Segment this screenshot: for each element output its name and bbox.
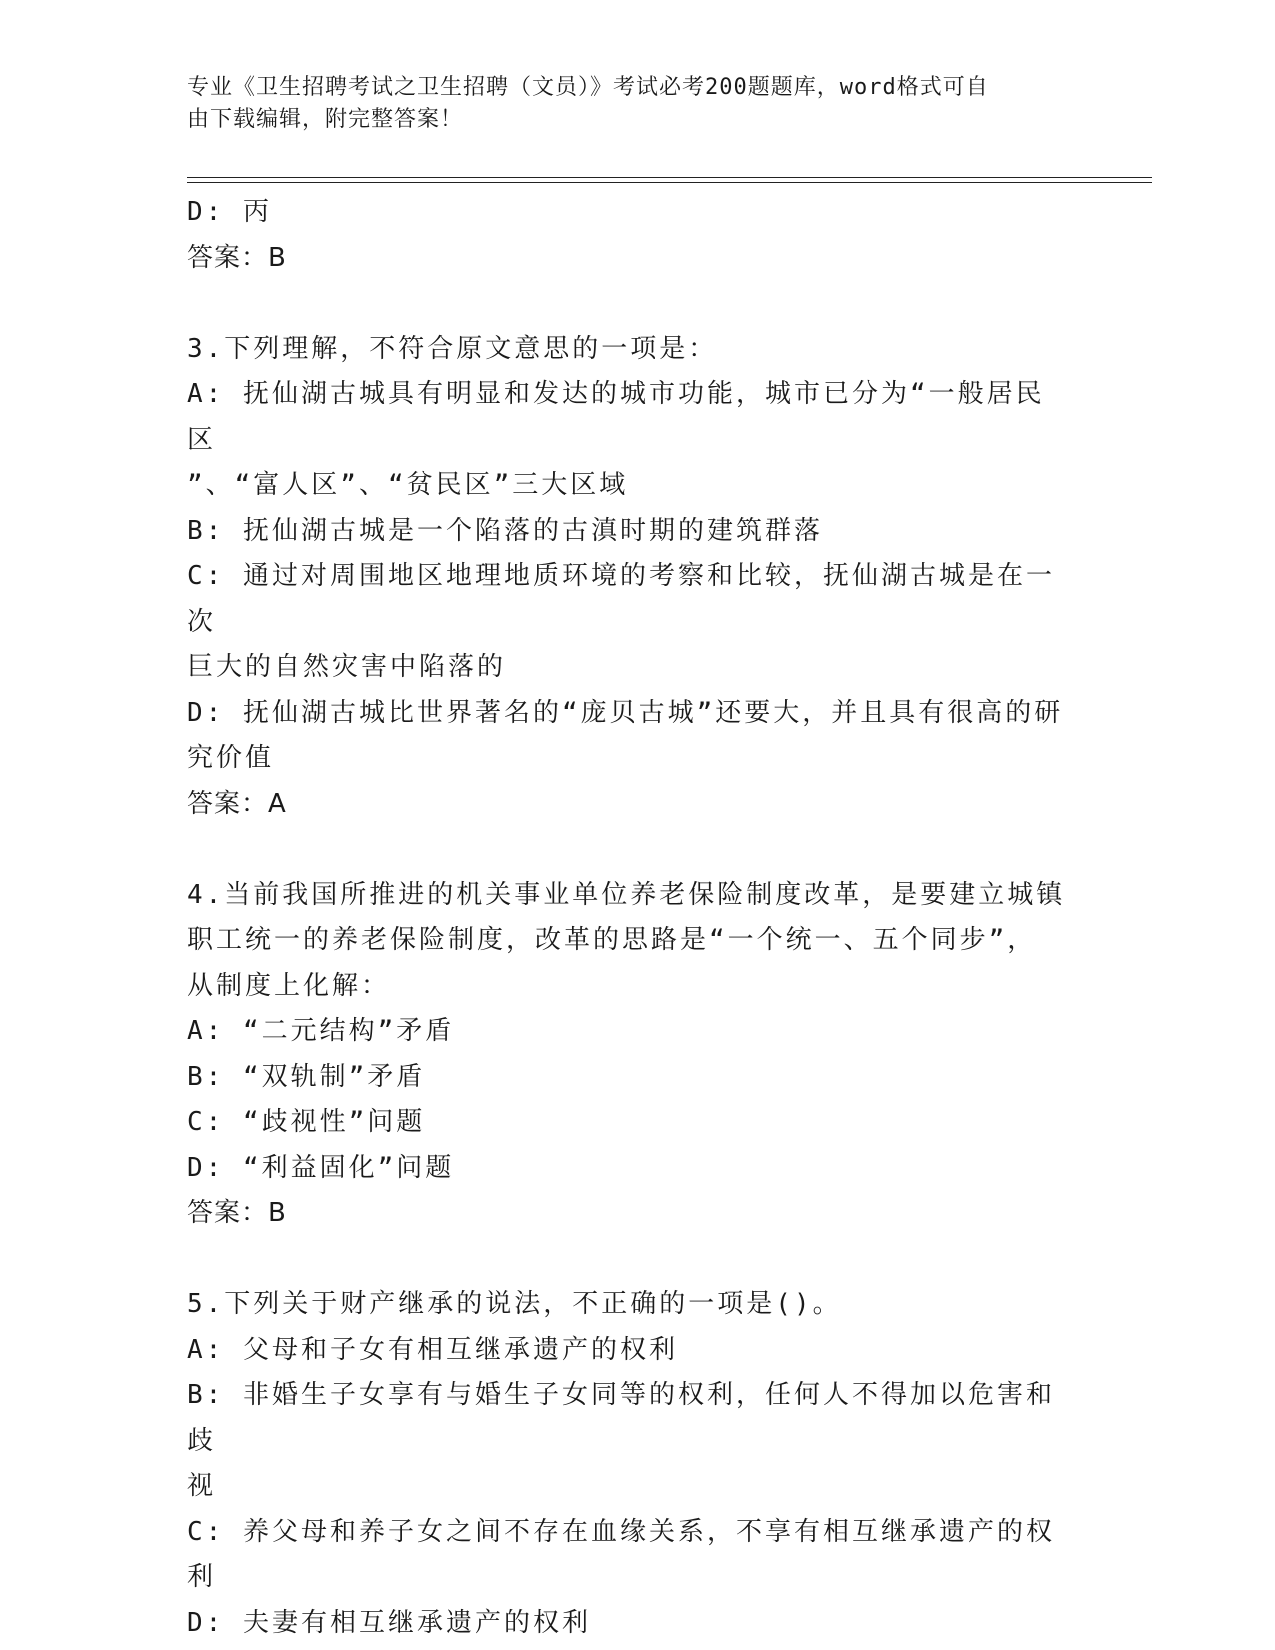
q3-option-c-cont: 巨大的自然灾害中陷落的	[187, 652, 507, 682]
q5-option-a: A: 父母和子女有相互继承遗产的权利	[187, 1334, 678, 1365]
q3-option-d-cont: 究价值	[187, 743, 275, 773]
q4-option-c: C: “歧视性”问题	[187, 1107, 426, 1137]
q3-stem: 3.下列理解，不符合原文意思的一项是：	[187, 333, 718, 364]
header-divider-bottom	[187, 182, 1152, 183]
q3-option-a: A: 抚仙湖古城具有明显和发达的城市功能，城市已分为“一般居民区	[187, 379, 1045, 455]
document-header	[187, 72, 1067, 136]
q4-option-a: A: “二元结构”矛盾	[187, 1016, 455, 1046]
prev-answer: 答案：B	[187, 242, 287, 273]
q5-option-b-cont: 视	[187, 1471, 217, 1501]
spacer	[187, 827, 1067, 873]
q4-answer: 答案：B	[187, 1198, 287, 1228]
document-body	[187, 190, 1067, 1646]
q3-answer: 答案：A	[187, 788, 287, 819]
q4-stem: 4.当前我国所推进的机关事业单位养老保险制度改革，是要建立城镇	[187, 879, 1066, 910]
q4-option-b: B: “双轨制”矛盾	[187, 1061, 426, 1092]
q3-option-c: C: 通过对周围地区地理地质环境的考察和比较，抚仙湖古城是在一次	[187, 561, 1055, 637]
q5-option-b: B: 非婚生子女享有与婚生子女同等的权利，任何人不得加以危害和歧	[187, 1380, 1055, 1456]
spacer	[187, 281, 1067, 327]
header-divider-top	[187, 177, 1152, 178]
q5-stem: 5.下列关于财产继承的说法，不正确的一项是()。	[187, 1289, 842, 1319]
spacer	[187, 1237, 1067, 1283]
q4-stem-cont-2: 从制度上化解：	[187, 970, 391, 1001]
q4-stem-cont-1: 职工统一的养老保险制度，改革的思路是“一个统一、五个同步”，	[187, 925, 1037, 955]
header-line-1: 专业《卫生招聘考试之卫生招聘（文员）》考试必考200题题库，word格式可自	[187, 75, 989, 100]
prev-option-d: D: 丙	[187, 197, 272, 227]
q5-option-c: C: 养父母和养子女之间不存在血缘关系，不享有相互继承遗产的权利	[187, 1516, 1055, 1592]
q4-option-d: D: “利益固化”问题	[187, 1152, 455, 1183]
q3-option-a-cont: ”、“富人区”、“贫民区”三大区域	[187, 470, 629, 500]
header-line-2: 由下载编辑，附完整答案！	[187, 107, 464, 132]
q3-option-b: B: 抚仙湖古城是一个陷落的古滇时期的建筑群落	[187, 515, 823, 546]
q3-option-d: D: 抚仙湖古城比世界著名的“庞贝古城”还要大，并且具有很高的研	[187, 697, 1064, 728]
q5-option-d: D: 夫妻有相互继承遗产的权利	[187, 1607, 591, 1638]
